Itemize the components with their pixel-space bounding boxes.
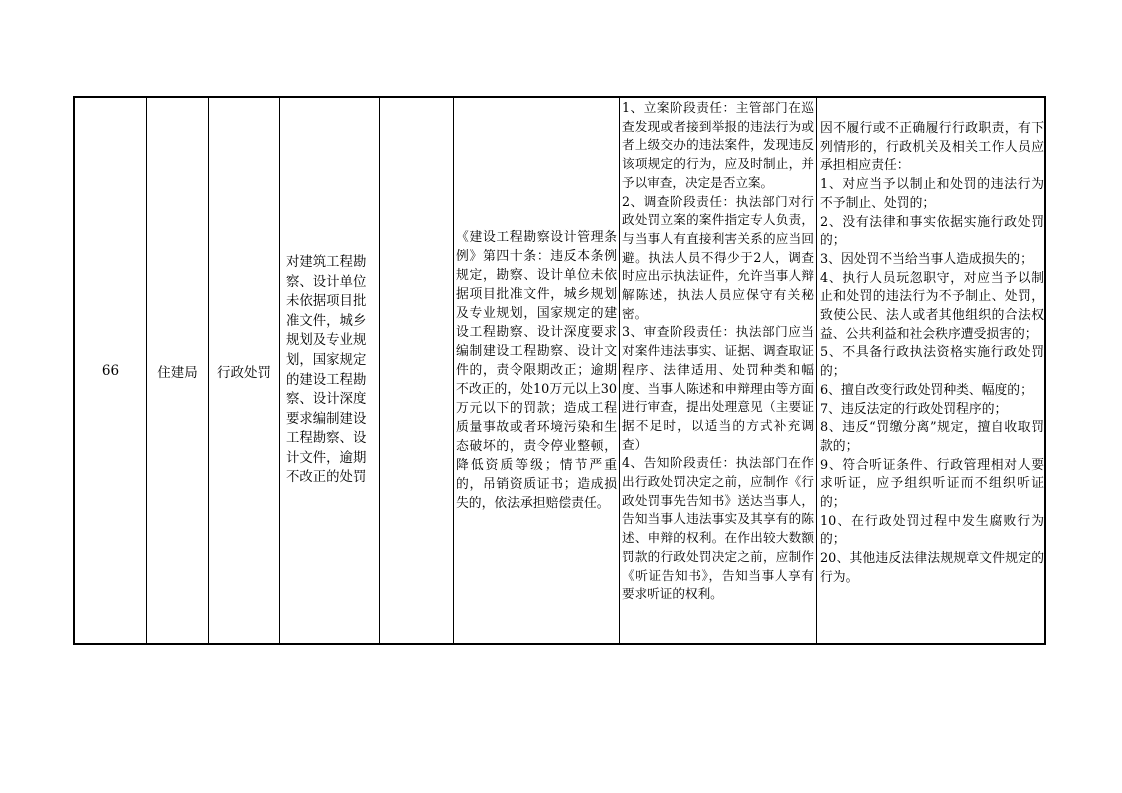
accountability: 因不履行或不正确履行行政职责，有下列情形的，行政机关及相关工作人员应承担相应责任： 1、对应当予以制止和处罚的违法行为不予制止、处罚的； 2、没有法律和事实依据实施行政处罚的； 3、因处罚不当给当事人造成损失的； 4、执行人员玩忽职守，对应当予以制止和处罚的违法行为不予制止、处罚，致使公民、法人或者其他组织的合法权益、公共利益和社会秩序遭受损害的； 5、不具备行政执法资格实施行政处罚的； 6、擅自改变行政处罚种类、幅度的； 7、违反法定的行政处罚程序的； 8、违反“罚缴分离”规定，擅自收取罚款的； 9、符合听证条件、行政管理相对人要求听证，应予组织听证而不组织听证的； 10、在行政处罚过程中发生腐败行为的； 20、其他违反法律法规规章文件规定的行为。 [820, 121, 1044, 585]
cell-accountability [817, 98, 1046, 643]
cell-item-name [280, 98, 379, 643]
cell-power-type [209, 98, 279, 643]
cell-sub-item [380, 98, 453, 643]
row-number: 66 [101, 362, 120, 379]
cell-legal-basis [454, 98, 619, 643]
cell-department [147, 98, 208, 643]
item-name: 对建筑工程勘察、设计单位未依据项目批准文件，城乡规划及专业规划，国家规定的建设工程勘察、设计深度要求编制建设工程勘察、设计文件，逾期不改正的处罚 [286, 254, 367, 486]
table-row [73, 96, 1046, 645]
cell-duties [620, 98, 816, 643]
duties: 1、立案阶段责任：主管部门在巡查发现或者接到举报的违法行为或者上级交办的违法案件，发现违反该项规定的行为，应及时制止，并予以审查，决定是否立案。 2、调查阶段责任：执法部门对行政处罚立案的案件指定专人负责，与当事人有直接利害关系的应当回避。执法人员不得少于2人，调查时应出示执法证件，允许当事人辩解陈述，执法人员应保守有关秘密。 3、审查阶段责任：执法部门应当对案件违法事实、证据、调查取证程序、法律适用、处罚种类和幅度、当事人陈述和申辩理由等方面进行审查，提出处理意见（主要证据不足时，以适当的方式补充调查） 4、告知阶段责任：执法部门在作出行政处罚决定之前，应制作《行政处罚事先告知书》送达当事人，告知当事人违法事实及其享有的陈述、申辩的权利。在作出较大数额罚款的行政处罚决定之前，应制作《听证告知书》，告知当事人享有要求听证的权利。 [622, 100, 814, 602]
department-name: 住建局 [157, 364, 198, 381]
cell-number [75, 98, 146, 643]
power-type: 行政处罚 [217, 364, 271, 381]
sub-item [380, 98, 453, 643]
legal-basis: 《建设工程勘察设计管理条例》第四十条：违反本条例规定，勘察、设计单位未依据项目批准文件，城乡规划及专业规划，国家规定的建设工程勘察、设计深度要求编制建设工程勘察、设计文件的，责令限期改正；逾期不改正的，处10万元以上30万元以下的罚款；造成工程质量事故或者环境污染和生态破坏的，责令停业整顿，降低资质等级；情节严重的，吊销资质证书；造成损失的，依法承担赔偿责任。 [456, 230, 617, 511]
